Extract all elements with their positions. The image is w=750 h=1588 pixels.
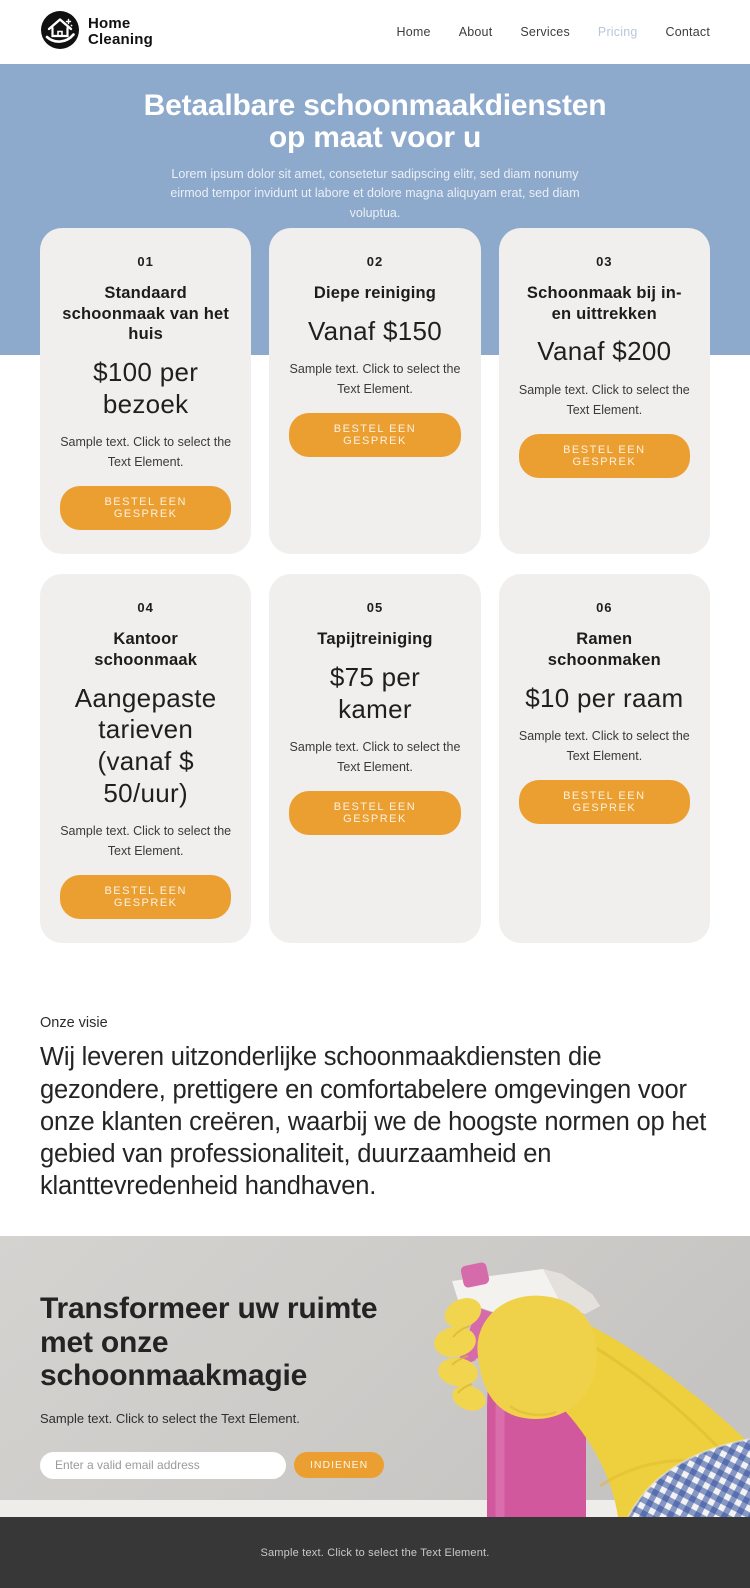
card-number: 01 bbox=[137, 254, 154, 269]
card-price: $10 per raam bbox=[525, 682, 684, 713]
card-price: Vanaf $150 bbox=[307, 315, 443, 346]
home-cleaning-logo-icon bbox=[40, 10, 80, 55]
nav-item-pricing[interactable]: Pricing bbox=[597, 25, 638, 39]
subscribe-form bbox=[40, 1452, 440, 1479]
card-number: 06 bbox=[596, 600, 613, 616]
pricing-card-05 bbox=[269, 574, 480, 943]
nav-item-contact[interactable]: Contact bbox=[665, 25, 710, 39]
card-title: Ramen schoonmaken bbox=[547, 630, 661, 669]
cta-title: Transformeer uw ruimte met onze schoonmaakmagie bbox=[40, 1292, 378, 1393]
card-description[interactable]: Sample text. Click to select the Text Element. bbox=[60, 435, 232, 470]
card-title: Standaard schoonmaak van het huis bbox=[62, 284, 230, 344]
card-price: $75 per kamer bbox=[329, 661, 421, 724]
order-call-button[interactable]: BESTEL EEN GESPREK bbox=[519, 780, 690, 824]
card-number: 05 bbox=[366, 600, 384, 616]
card-number: 03 bbox=[596, 254, 613, 269]
logo[interactable] bbox=[40, 10, 153, 55]
order-call-button[interactable]: BESTEL EEN GESPREK bbox=[60, 875, 231, 919]
card-title: Diepe reiniging bbox=[313, 284, 437, 302]
pricing-card-04 bbox=[40, 574, 251, 943]
logo-text: Home Cleaning bbox=[88, 15, 153, 48]
nav-item-about[interactable]: About bbox=[458, 25, 493, 39]
nav-item-services[interactable]: Services bbox=[520, 25, 570, 39]
hero-subtitle: Lorem ipsum dolor sit amet, consetetur sadipscing elitr, sed diam nonumy eirmod tempor invidunt ut labore et dolore magna aliquyam erat, sed diam voluptua. bbox=[170, 167, 580, 220]
card-number: 04 bbox=[137, 600, 154, 616]
header bbox=[0, 0, 750, 64]
order-call-button[interactable]: BESTEL EEN GESPREK bbox=[519, 434, 690, 478]
cta-content bbox=[40, 1292, 440, 1479]
card-description[interactable]: Sample text. Click to select the Text Element. bbox=[518, 382, 690, 417]
main-nav bbox=[397, 25, 710, 39]
hero-title: Betaalbare schoonmaakdiensten op maat voor u bbox=[143, 89, 607, 154]
cta-description[interactable]: Sample text. Click to select the Text Element. bbox=[40, 1410, 300, 1426]
card-title: Schoonmaak bij in- en uittrekken bbox=[526, 284, 682, 323]
order-call-button[interactable]: BESTEL EEN GESPREK bbox=[289, 413, 460, 457]
pricing-card-03 bbox=[499, 228, 710, 554]
footer bbox=[0, 1517, 750, 1588]
card-description[interactable]: Sample text. Click to select the Text Element. bbox=[289, 740, 461, 775]
vision-label: Onze visie bbox=[40, 1015, 108, 1032]
email-input[interactable] bbox=[40, 1452, 286, 1479]
card-description[interactable]: Sample text. Click to select the Text Element. bbox=[518, 729, 690, 764]
card-description[interactable]: Sample text. Click to select the Text Element. bbox=[60, 824, 232, 859]
footer-text[interactable]: Sample text. Click to select the Text Element. bbox=[260, 1546, 490, 1559]
card-price: Aangepaste tarieven (vanaf $ 50/uur) bbox=[74, 682, 217, 808]
card-price: Vanaf $200 bbox=[537, 336, 672, 367]
pricing-card-02 bbox=[269, 228, 480, 554]
card-number: 02 bbox=[366, 254, 384, 269]
pricing-card-01 bbox=[40, 228, 251, 554]
cta-section bbox=[0, 1236, 750, 1517]
card-title: Kantoor schoonmaak bbox=[94, 630, 198, 669]
nav-item-home[interactable]: Home bbox=[396, 25, 431, 39]
pricing-cards-grid bbox=[0, 228, 750, 943]
pricing-card-06 bbox=[499, 574, 710, 943]
card-description[interactable]: Sample text. Click to select the Text Element. bbox=[289, 362, 461, 397]
vision-section bbox=[0, 943, 750, 1236]
submit-button[interactable]: INDIENEN bbox=[294, 1452, 384, 1478]
card-price: $100 per bezoek bbox=[93, 356, 199, 419]
order-call-button[interactable]: BESTEL EEN GESPREK bbox=[289, 791, 460, 835]
vision-text[interactable]: Wij leveren uitzonderlijke schoonmaakdiensten die gezondere, prettigere en comfortabelere omgevingen voor onze klanten creëren, waarbij we de hoogste normen op het gebied van professionaliteit, duurzaamheid en klanttevredenheid handhaven. bbox=[40, 1043, 707, 1200]
card-title: Tapijtreiniging bbox=[317, 630, 433, 649]
order-call-button[interactable]: BESTEL EEN GESPREK bbox=[60, 486, 231, 530]
